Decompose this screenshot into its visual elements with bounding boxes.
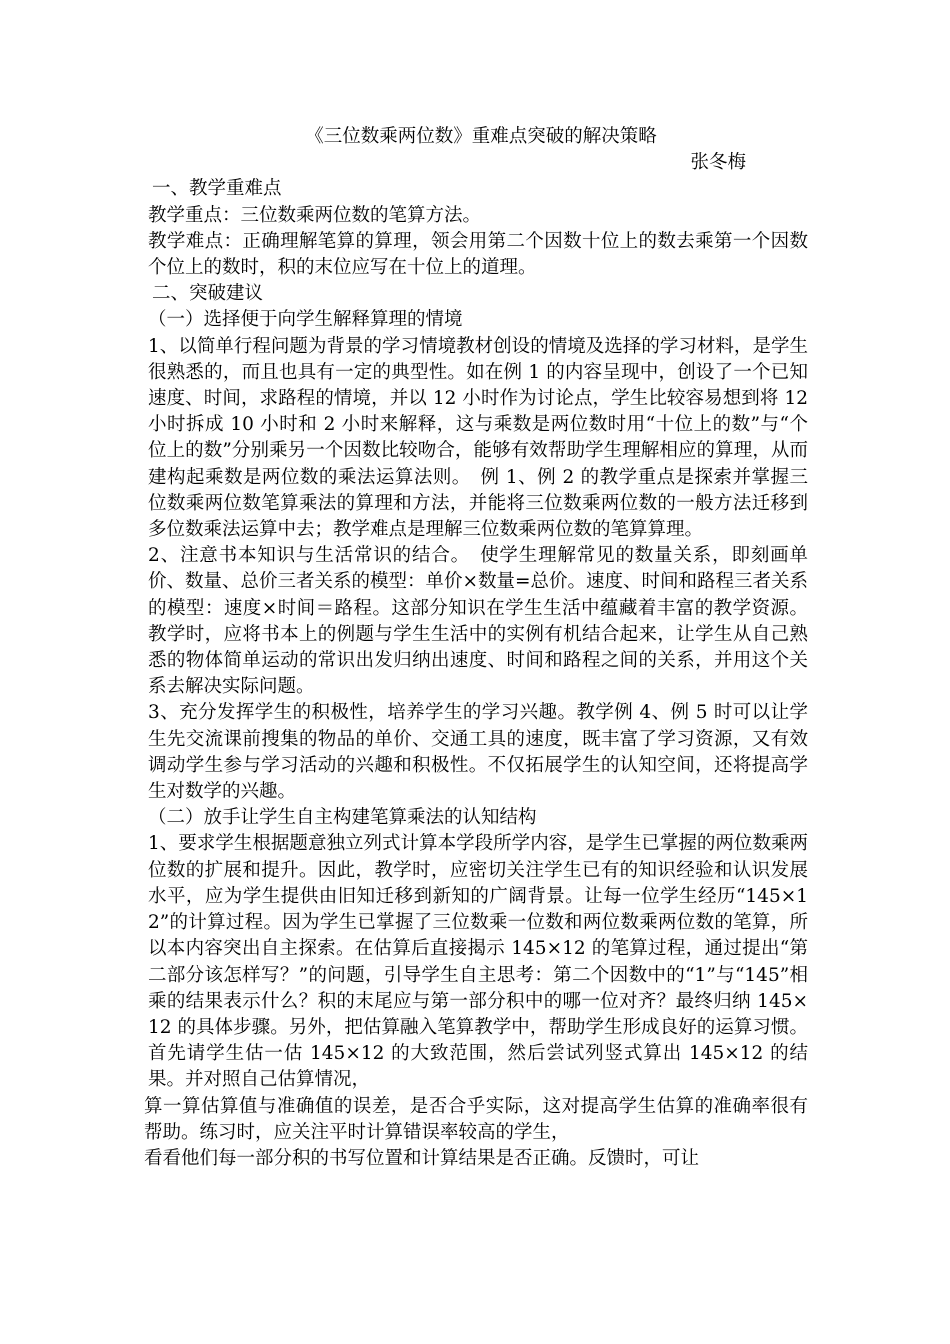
teaching-focus: 教学重点：三位数乘两位数的笔算方法。 (148, 204, 482, 226)
paragraph-2-1-cont-b: 看看他们每一部分积的书写位置和计算结果是否正确。反馈时，可让 (144, 1147, 700, 1169)
document-author: 张冬梅 (690, 152, 746, 174)
paragraph-1-3: 3、充分发挥学生的积极性，培养学生的学习兴趣。教学例 4、例 5 时可以让学生先交流课前搜集的物品的单价、交通工具的速度，既丰富了学习资源，又有效调动学生参与学习活动的兴趣和积极性。不仅拓展学生的认知空间，还将提高学生对数学的兴趣。 (148, 702, 808, 803)
document-title: 《三位数乘两位数》重难点突破的解决策略 (305, 126, 657, 147)
paragraph-1-1: 1、以简单行程问题为背景的学习情境教材创设的情境及选择的学习材料，是学生很熟悉的，而且也具有一定的典型性。如在例 1 的内容呈现中，创设了一个已知速度、时间，求路程的情境，并以 12 小时作为讨论点，学生比较容易想到将 12 小时拆成 10 小时和 2 小时来解释，这与乘数是两位数时用“十位上的数”与“个位上的数”分别乘另一个因数比较吻合，能够有效帮助学生理解相应的算理，从而建构起乘数是两位数的乘法运算法则。 例 1、例 2 的教学重点是探索并掌握三位数乘两位数笔算乘法的算理和方法，并能将三位数乘两位数的一般方法迁移到多位数乘法运算中去；教学难点是理解三位数乘两位数的笔算算理。 (148, 335, 808, 541)
subsection-heading-2: （二）放手让学生自主构建笔算乘法的认知结构 (148, 807, 537, 829)
section-heading-key-points: 一、教学重难点 (152, 178, 282, 200)
teaching-difficulty: 教学难点：正确理解笔算的算理，领会用第二个因数十位上的数去乘第一个因数个位上的数时，积的末位应写在十位上的道理。 (148, 230, 808, 279)
section-heading-suggestions: 二、突破建议 (152, 283, 264, 305)
paragraph-2-1-cont-a: 算一算估算值与准确值的误差，是否合乎实际，这对提高学生估算的准确率很有帮助。练习时，应关注平时计算错误率较高的学生， (144, 1095, 808, 1143)
subsection-heading-1: （一）选择便于向学生解释算理的情境 (148, 309, 463, 331)
document-body (144, 124, 808, 1172)
paragraph-1-2: 2、注意书本知识与生活常识的结合。 使学生理解常见的数量关系，即刻画单价、数量、总价三者关系的模型：单价×数量=总价。速度、时间和路程三者关系的模型：速度×时间＝路程。这部分知识在学生生活中蕴藏着丰富的教学资源。教学时，应将书本上的例题与学生生活中的实例有机结合起来，让学生从自己熟悉的物体简单运动的常识出发归纳出速度、时间和路程之间的关系，并用这个关系去解决实际问题。 (148, 545, 809, 698)
paragraph-2-1: 1、要求学生根据题意独立列式计算本学段所学内容，是学生已掌握的两位数乘两位数的扩展和提升。因此，教学时，应密切关注学生已有的知识经验和认识发展水平，应为学生提供由旧知迁移到新知的广阔背景。让每一位学生经历“145×12”的计算过程。因为学生已掌握了三位数乘一位数和两位数乘两位数的笔算，所以本内容突出自主探索。在估算后直接揭示 145×12 的笔算过程，通过提出“第二部分该怎样写？”的问题，引导学生自主思考：第二个因数中的“1”与“145”相乘的结果表示什么？积的末尾应与第一部分积中的哪一位对齐？最终归纳 145×12 的具体步骤。另外，把估算融入笔算教学中，帮助学生形成良好的运算习惯。首先请学生估一估 145×12 的大致范围，然后尝试列竖式算出 145×12 的结果。并对照自己估算情况， (148, 833, 808, 1091)
